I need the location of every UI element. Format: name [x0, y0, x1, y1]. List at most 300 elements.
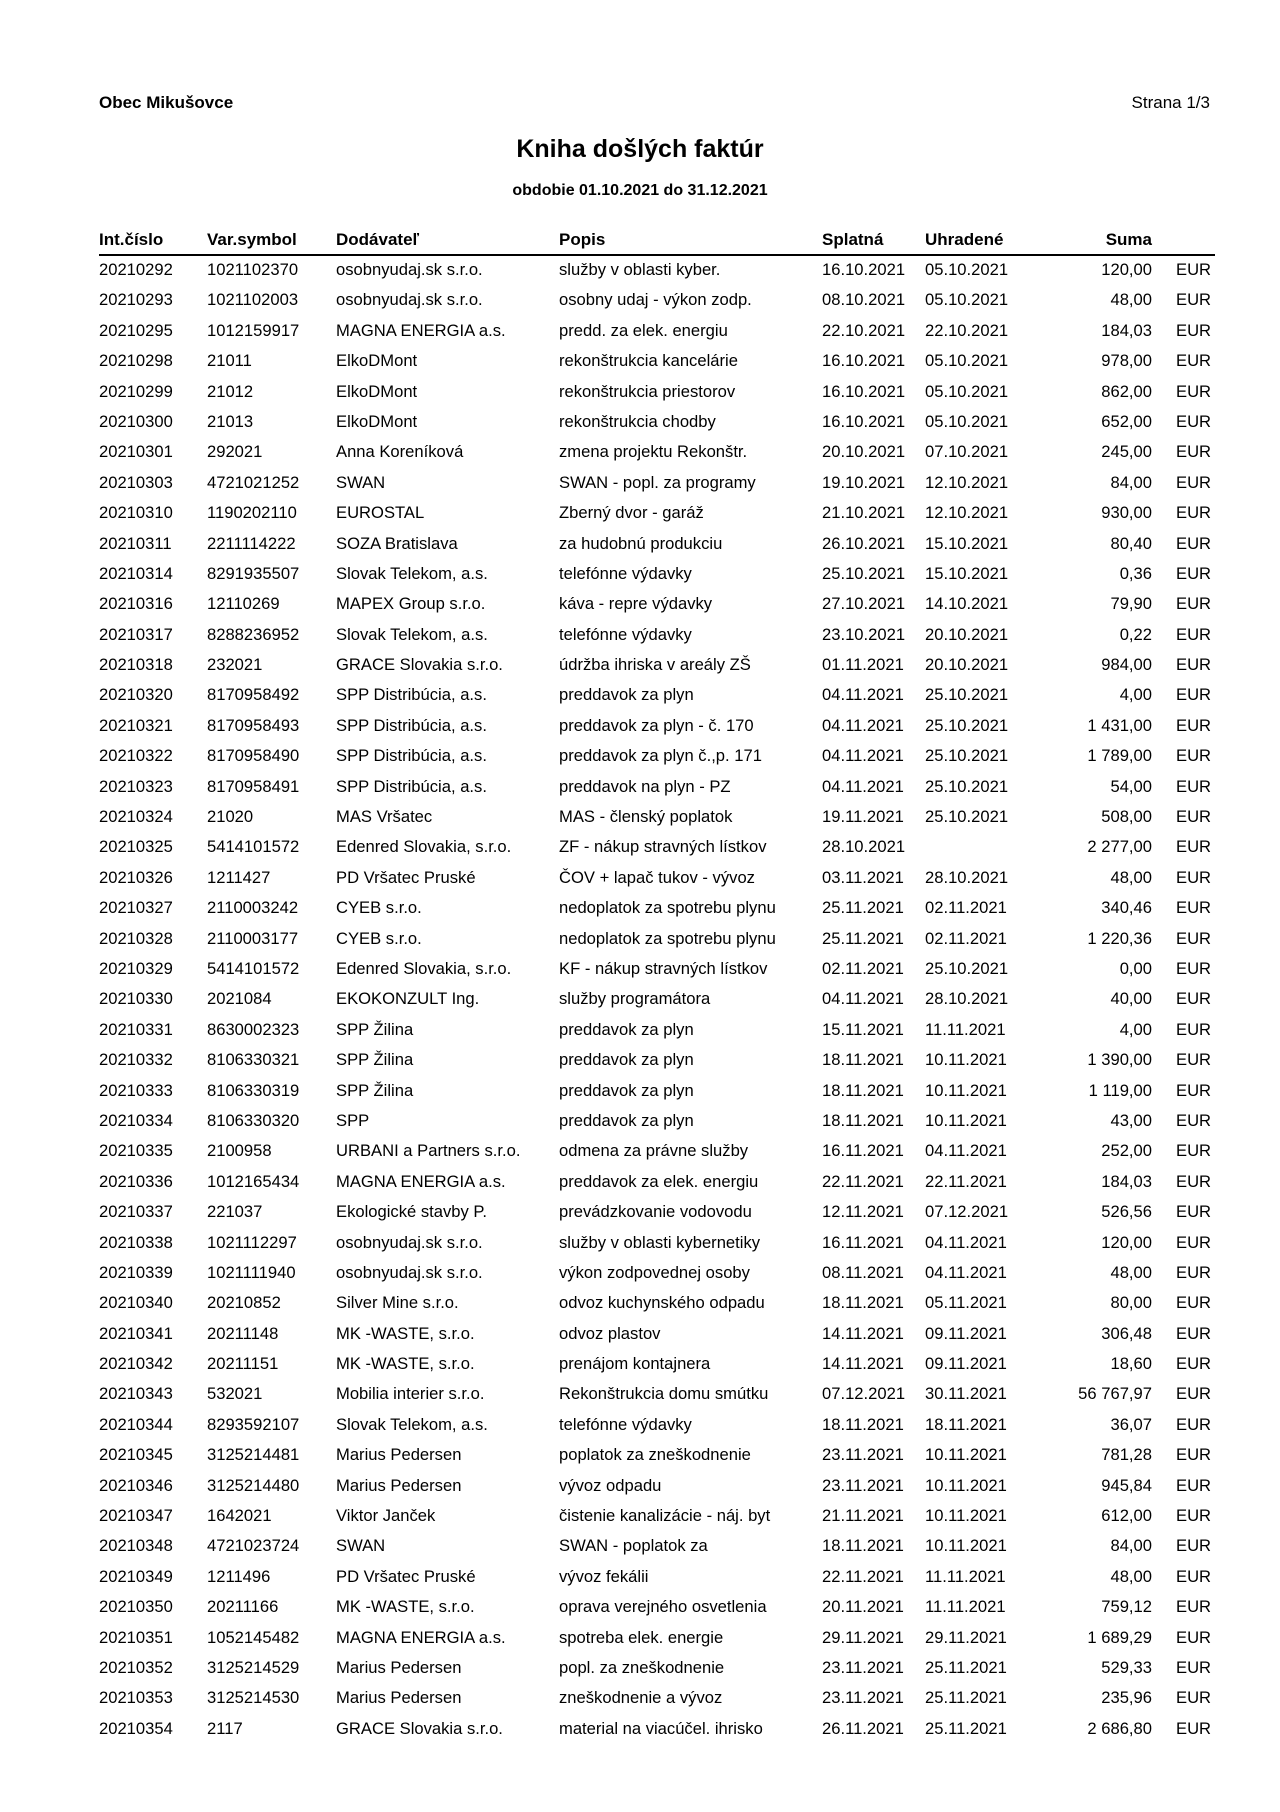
- cell-description: Rekonštrukcia domu smútku: [559, 1384, 769, 1404]
- cell-supplier: CYEB s.r.o.: [336, 928, 422, 948]
- cell-int-number: 20210348: [99, 1536, 173, 1556]
- cell-due-date: 04.11.2021: [822, 989, 904, 1009]
- cell-sum: 306,48: [1101, 1323, 1152, 1343]
- cell-int-number: 20210322: [99, 746, 173, 766]
- cell-paid-date: 02.11.2021: [925, 898, 1007, 918]
- cell-currency: EUR: [1176, 1688, 1212, 1708]
- cell-sum: 79,90: [1110, 594, 1152, 614]
- cell-paid-date: 05.11.2021: [925, 1293, 1007, 1313]
- cell-supplier: ElkoDMont: [336, 351, 418, 371]
- cell-supplier: Marius Pedersen: [336, 1688, 462, 1708]
- cell-paid-date: 05.10.2021: [925, 411, 1009, 431]
- cell-paid-date: 15.10.2021: [925, 533, 1009, 553]
- table-row: [0, 1106, 1280, 1136]
- cell-paid-date: 14.10.2021: [925, 594, 1009, 614]
- cell-description: SWAN - poplatok za: [559, 1536, 708, 1556]
- table-row: [0, 316, 1280, 346]
- table-row: [0, 772, 1280, 802]
- cell-paid-date: 28.10.2021: [925, 989, 1009, 1009]
- cell-int-number: 20210292: [99, 260, 173, 279]
- cell-sum: 1 431,00: [1087, 715, 1152, 735]
- cell-sum: 84,00: [1110, 472, 1152, 492]
- cell-var-symbol: 3125214530: [207, 1688, 300, 1708]
- cell-currency: EUR: [1176, 563, 1212, 583]
- cell-currency: EUR: [1176, 290, 1212, 310]
- cell-due-date: 16.10.2021: [822, 351, 906, 371]
- cell-supplier: Slovak Telekom, a.s.: [336, 624, 488, 644]
- cell-int-number: 20210318: [99, 655, 173, 675]
- cell-var-symbol: 221037: [207, 1202, 263, 1222]
- cell-due-date: 16.10.2021: [822, 381, 906, 401]
- cell-int-number: 20210341: [99, 1323, 173, 1343]
- cell-supplier: EUROSTAL: [336, 503, 425, 523]
- cell-description: preddavok za plyn č.,p. 171: [559, 746, 762, 766]
- table-row: [0, 984, 1280, 1014]
- cell-int-number: 20210328: [99, 928, 173, 948]
- cell-description: MAS - členský poplatok: [559, 807, 733, 827]
- table-row: [0, 1714, 1280, 1744]
- cell-sum: 2 686,80: [1087, 1718, 1152, 1738]
- cell-sum: 48,00: [1110, 867, 1152, 887]
- cell-description: preddavok za plyn: [559, 1080, 694, 1100]
- cell-paid-date: 20.10.2021: [925, 624, 1009, 644]
- cell-paid-date: 25.10.2021: [925, 715, 1009, 735]
- table-row: [0, 1471, 1280, 1501]
- cell-var-symbol: 1190202110: [207, 503, 297, 523]
- cell-currency: EUR: [1176, 1475, 1212, 1495]
- cell-int-number: 20210317: [99, 624, 173, 644]
- cell-sum: 48,00: [1110, 1262, 1152, 1282]
- cell-sum: 945,84: [1101, 1475, 1152, 1495]
- cell-var-symbol: 5414101572: [207, 958, 300, 978]
- cell-paid-date: 11.11.2021: [925, 1566, 1006, 1586]
- cell-sum: 120,00: [1101, 1232, 1152, 1252]
- table-row: [0, 589, 1280, 619]
- cell-currency: EUR: [1176, 1110, 1212, 1130]
- cell-description: odmena za právne služby: [559, 1141, 749, 1161]
- cell-int-number: 20210327: [99, 898, 173, 918]
- cell-description: material na viacúčel. ihrisko: [559, 1718, 763, 1738]
- cell-int-number: 20210346: [99, 1475, 173, 1495]
- table-row: [0, 1045, 1280, 1075]
- cell-supplier: Marius Pedersen: [336, 1475, 462, 1495]
- cell-var-symbol: 20210852: [207, 1293, 281, 1313]
- header-sum: Suma: [1105, 230, 1152, 249]
- cell-paid-date: 05.10.2021: [925, 351, 1009, 371]
- table-row: [0, 1592, 1280, 1622]
- cell-int-number: 20210349: [99, 1566, 173, 1586]
- cell-due-date: 26.11.2021: [822, 1718, 904, 1738]
- cell-description: služby v oblasti kybernetiky: [559, 1232, 761, 1252]
- cell-due-date: 16.11.2021: [822, 1141, 904, 1161]
- cell-int-number: 20210344: [99, 1414, 173, 1434]
- cell-currency: EUR: [1176, 260, 1212, 279]
- table-row: [0, 1379, 1280, 1409]
- cell-paid-date: 12.10.2021: [925, 503, 1009, 523]
- cell-paid-date: 10.11.2021: [925, 1536, 1007, 1556]
- cell-description: ČOV + lapač tukov - vývoz: [559, 867, 755, 887]
- cell-description: Zberný dvor - garáž: [559, 503, 704, 523]
- cell-int-number: 20210300: [99, 411, 173, 431]
- cell-int-number: 20210316: [99, 594, 173, 614]
- cell-supplier: SPP Žilina: [336, 1019, 414, 1039]
- cell-sum: 184,03: [1101, 1171, 1152, 1191]
- cell-currency: EUR: [1176, 320, 1212, 340]
- cell-currency: EUR: [1176, 1566, 1212, 1586]
- table-row: [0, 1623, 1280, 1653]
- cell-sum: 529,33: [1101, 1657, 1152, 1677]
- table-row: [0, 1531, 1280, 1561]
- cell-supplier: GRACE Slovakia s.r.o.: [336, 655, 503, 675]
- cell-var-symbol: 1012165434: [207, 1171, 300, 1191]
- cell-paid-date: 04.11.2021: [925, 1141, 1007, 1161]
- cell-sum: 1 689,29: [1087, 1627, 1152, 1647]
- cell-var-symbol: 21013: [207, 411, 254, 431]
- cell-int-number: 20210339: [99, 1262, 173, 1282]
- cell-due-date: 03.11.2021: [822, 867, 904, 887]
- cell-description: oprava verejného osvetlenia: [559, 1597, 767, 1617]
- cell-int-number: 20210326: [99, 867, 173, 887]
- header-supplier: Dodávateľ: [336, 230, 420, 249]
- cell-sum: 184,03: [1101, 320, 1152, 340]
- cell-due-date: 18.11.2021: [822, 1080, 904, 1100]
- cell-supplier: Silver Mine s.r.o.: [336, 1293, 459, 1313]
- cell-due-date: 21.10.2021: [822, 503, 906, 523]
- cell-due-date: 08.11.2021: [822, 1262, 904, 1282]
- cell-supplier: URBANI a Partners s.r.o.: [336, 1141, 521, 1161]
- cell-int-number: 20210333: [99, 1080, 173, 1100]
- cell-supplier: MAS Vršatec: [336, 807, 433, 827]
- cell-paid-date: 22.11.2021: [925, 1171, 1007, 1191]
- table-row: [0, 1136, 1280, 1166]
- cell-description: odvoz kuchynského odpadu: [559, 1293, 765, 1313]
- cell-var-symbol: 8170958492: [207, 685, 300, 705]
- cell-supplier: Marius Pedersen: [336, 1445, 462, 1465]
- table-row: [0, 437, 1280, 467]
- period-subtitle: obdobie 01.10.2021 do 31.12.2021: [512, 182, 768, 199]
- cell-sum: 48,00: [1110, 1566, 1152, 1586]
- cell-supplier: MAPEX Group s.r.o.: [336, 594, 486, 614]
- cell-var-symbol: 21011: [207, 351, 252, 371]
- cell-supplier: GRACE Slovakia s.r.o.: [336, 1718, 503, 1738]
- cell-int-number: 20210310: [99, 503, 173, 523]
- cell-due-date: 20.11.2021: [822, 1597, 904, 1617]
- cell-var-symbol: 8291935507: [207, 563, 300, 583]
- cell-paid-date: 25.10.2021: [925, 776, 1009, 796]
- cell-var-symbol: 2100958: [207, 1141, 272, 1161]
- cell-supplier: Edenred Slovakia, s.r.o.: [336, 837, 512, 857]
- cell-sum: 978,00: [1101, 351, 1152, 371]
- cell-description: zmena projektu Rekonštr.: [559, 442, 748, 462]
- cell-due-date: 28.10.2021: [822, 837, 906, 857]
- cell-description: prevádzkovanie vodovodu: [559, 1202, 752, 1222]
- cell-description: prenájom kontajnera: [559, 1354, 711, 1374]
- cell-supplier: PD Vršatec Pruské: [336, 1566, 476, 1586]
- cell-due-date: 29.11.2021: [822, 1627, 904, 1647]
- cell-int-number: 20210301: [99, 442, 173, 462]
- cell-var-symbol: 20211151: [207, 1354, 279, 1374]
- table-row: [0, 863, 1280, 893]
- cell-paid-date: 10.11.2021: [925, 1475, 1007, 1495]
- cell-supplier: SPP Žilina: [336, 1080, 414, 1100]
- cell-due-date: 04.11.2021: [822, 776, 904, 796]
- cell-paid-date: 04.11.2021: [925, 1262, 1007, 1282]
- cell-paid-date: 04.11.2021: [925, 1232, 1007, 1252]
- cell-var-symbol: 2211114222: [207, 533, 296, 553]
- cell-supplier: MK -WASTE, s.r.o.: [336, 1597, 475, 1617]
- cell-description: výkon zodpovednej osoby: [559, 1262, 750, 1282]
- cell-var-symbol: 3125214529: [207, 1657, 300, 1677]
- table-row: [0, 1562, 1280, 1592]
- cell-currency: EUR: [1176, 685, 1212, 705]
- cell-paid-date: 20.10.2021: [925, 655, 1009, 675]
- cell-supplier: MAGNA ENERGIA a.s.: [336, 320, 506, 340]
- cell-due-date: 20.10.2021: [822, 442, 906, 462]
- cell-sum: 984,00: [1101, 655, 1152, 675]
- cell-currency: EUR: [1176, 1354, 1212, 1374]
- cell-due-date: 22.11.2021: [822, 1566, 904, 1586]
- table-row: [0, 893, 1280, 923]
- cell-int-number: 20210347: [99, 1506, 173, 1526]
- cell-var-symbol: 232021: [207, 655, 263, 675]
- table-row: [0, 1288, 1280, 1318]
- cell-description: popl. za zneškodnenie: [559, 1657, 725, 1677]
- cell-currency: EUR: [1176, 1323, 1212, 1343]
- cell-due-date: 25.11.2021: [822, 928, 904, 948]
- cell-supplier: Slovak Telekom, a.s.: [336, 1414, 488, 1434]
- cell-sum: 652,00: [1101, 411, 1152, 431]
- cell-paid-date: 22.10.2021: [925, 320, 1009, 340]
- table-row: [0, 1349, 1280, 1379]
- cell-paid-date: 29.11.2021: [925, 1627, 1007, 1647]
- cell-int-number: 20210336: [99, 1171, 173, 1191]
- cell-due-date: 23.11.2021: [822, 1475, 904, 1495]
- cell-description: zneškodnenie a vývoz: [559, 1688, 723, 1708]
- table-row: [0, 1501, 1280, 1531]
- cell-supplier: MAGNA ENERGIA a.s.: [336, 1171, 506, 1191]
- cell-description: SWAN - popl. za programy: [559, 472, 756, 492]
- table-row: [0, 1228, 1280, 1258]
- cell-var-symbol: 1021102003: [207, 290, 299, 310]
- cell-var-symbol: 8293592107: [207, 1414, 300, 1434]
- cell-due-date: 23.11.2021: [822, 1688, 904, 1708]
- cell-description: rekonštrukcia kancelárie: [559, 351, 738, 371]
- cell-due-date: 21.11.2021: [822, 1506, 904, 1526]
- cell-description: rekonštrukcia chodby: [559, 411, 716, 431]
- cell-var-symbol: 8630002323: [207, 1019, 300, 1039]
- cell-description: telefónne výdavky: [559, 624, 692, 644]
- cell-due-date: 18.11.2021: [822, 1050, 904, 1070]
- cell-description: spotreba elek. energie: [559, 1627, 724, 1647]
- cell-sum: 0,22: [1119, 624, 1152, 644]
- cell-paid-date: 07.10.2021: [925, 442, 1009, 462]
- cell-currency: EUR: [1176, 1293, 1212, 1313]
- cell-sum: 1 789,00: [1087, 746, 1152, 766]
- cell-int-number: 20210338: [99, 1232, 173, 1252]
- cell-paid-date: 30.11.2021: [925, 1384, 1007, 1404]
- cell-paid-date: 09.11.2021: [925, 1323, 1007, 1343]
- cell-due-date: 04.11.2021: [822, 715, 904, 735]
- cell-description: preddavok za plyn: [559, 1019, 694, 1039]
- cell-description: poplatok za zneškodnenie: [559, 1445, 751, 1465]
- cell-sum: 340,46: [1101, 898, 1152, 918]
- cell-paid-date: 15.10.2021: [925, 563, 1009, 583]
- cell-paid-date: 25.10.2021: [925, 958, 1009, 978]
- cell-paid-date: 11.11.2021: [925, 1597, 1006, 1617]
- cell-sum: 0,36: [1119, 563, 1152, 583]
- cell-description: služby programátora: [559, 989, 711, 1009]
- cell-currency: EUR: [1176, 1445, 1212, 1465]
- cell-due-date: 16.10.2021: [822, 411, 906, 431]
- cell-int-number: 20210340: [99, 1293, 173, 1313]
- cell-currency: EUR: [1176, 1262, 1212, 1282]
- cell-sum: 84,00: [1110, 1536, 1152, 1556]
- cell-currency: EUR: [1176, 1506, 1212, 1526]
- cell-var-symbol: 4721023724: [207, 1536, 300, 1556]
- cell-currency: EUR: [1176, 1718, 1212, 1738]
- cell-description: káva - repre výdavky: [559, 594, 713, 614]
- cell-currency: EUR: [1176, 958, 1212, 978]
- cell-description: preddavok za plyn: [559, 685, 694, 705]
- cell-due-date: 25.10.2021: [822, 563, 906, 583]
- cell-due-date: 04.11.2021: [822, 685, 904, 705]
- cell-var-symbol: 1012159917: [207, 320, 300, 340]
- cell-description: nedoplatok za spotrebu plynu: [559, 928, 776, 948]
- cell-var-symbol: 1052145482: [207, 1627, 300, 1647]
- cell-description: osobny udaj - výkon zodp.: [559, 290, 752, 310]
- cell-var-symbol: 3125214481: [207, 1445, 300, 1465]
- cell-due-date: 27.10.2021: [822, 594, 906, 614]
- cell-description: odvoz plastov: [559, 1323, 661, 1343]
- header-due-date: Splatná: [822, 230, 884, 249]
- cell-description: preddavok za plyn: [559, 1050, 694, 1070]
- cell-paid-date: 12.10.2021: [925, 472, 1009, 492]
- cell-int-number: 20210331: [99, 1019, 173, 1039]
- cell-int-number: 20210353: [99, 1688, 173, 1708]
- cell-var-symbol: 8106330320: [207, 1110, 300, 1130]
- cell-description: preddavok za plyn - č. 170: [559, 715, 754, 735]
- cell-due-date: 14.11.2021: [822, 1354, 904, 1374]
- cell-sum: 612,00: [1101, 1506, 1152, 1526]
- cell-due-date: 23.11.2021: [822, 1445, 904, 1465]
- cell-int-number: 20210298: [99, 351, 173, 371]
- cell-paid-date: 05.10.2021: [925, 290, 1009, 310]
- cell-supplier: SPP Distribúcia, a.s.: [336, 685, 487, 705]
- cell-currency: EUR: [1176, 1414, 1212, 1434]
- cell-description: rekonštrukcia priestorov: [559, 381, 736, 401]
- cell-int-number: 20210352: [99, 1657, 173, 1677]
- cell-int-number: 20210342: [99, 1354, 173, 1374]
- cell-supplier: SPP Distribúcia, a.s.: [336, 715, 487, 735]
- cell-int-number: 20210321: [99, 715, 173, 735]
- cell-supplier: ElkoDMont: [336, 411, 418, 431]
- cell-int-number: 20210345: [99, 1445, 173, 1465]
- cell-sum: 245,00: [1101, 442, 1152, 462]
- cell-due-date: 01.11.2021: [822, 655, 904, 675]
- cell-var-symbol: 21020: [207, 807, 254, 827]
- cell-currency: EUR: [1176, 898, 1212, 918]
- cell-int-number: 20210323: [99, 776, 173, 796]
- cell-int-number: 20210314: [99, 563, 173, 583]
- cell-var-symbol: 2117: [207, 1718, 243, 1738]
- cell-sum: 508,00: [1101, 807, 1152, 827]
- cell-var-symbol: 2021084: [207, 989, 272, 1009]
- cell-sum: 2 277,00: [1087, 837, 1152, 857]
- table-row: [0, 1683, 1280, 1713]
- cell-supplier: EKOKONZULT Ing.: [336, 989, 480, 1009]
- table-row: [0, 711, 1280, 741]
- cell-supplier: PD Vršatec Pruské: [336, 867, 476, 887]
- cell-sum: 54,00: [1110, 776, 1152, 796]
- cell-var-symbol: 1021102370: [207, 260, 299, 279]
- cell-paid-date: 25.11.2021: [925, 1657, 1007, 1677]
- cell-paid-date: 18.11.2021: [925, 1414, 1007, 1434]
- table-row: [0, 346, 1280, 376]
- cell-currency: EUR: [1176, 472, 1212, 492]
- cell-int-number: 20210329: [99, 958, 173, 978]
- cell-var-symbol: 8106330319: [207, 1080, 300, 1100]
- cell-var-symbol: 20211148: [207, 1323, 279, 1343]
- cell-int-number: 20210295: [99, 320, 173, 340]
- table-header: [0, 228, 1280, 254]
- cell-var-symbol: 8170958490: [207, 746, 300, 766]
- cell-currency: EUR: [1176, 1080, 1212, 1100]
- cell-supplier: ElkoDMont: [336, 381, 418, 401]
- cell-due-date: 15.11.2021: [822, 1019, 904, 1039]
- cell-currency: EUR: [1176, 928, 1212, 948]
- cell-currency: EUR: [1176, 1171, 1212, 1191]
- cell-var-symbol: 8170958491: [207, 776, 300, 796]
- cell-currency: EUR: [1176, 867, 1212, 887]
- table-row: [0, 1410, 1280, 1440]
- cell-sum: 1 220,36: [1087, 928, 1152, 948]
- cell-var-symbol: 1021111940: [207, 1262, 296, 1282]
- cell-paid-date: 10.11.2021: [925, 1445, 1007, 1465]
- cell-supplier: SOZA Bratislava: [336, 533, 458, 553]
- cell-paid-date: 10.11.2021: [925, 1506, 1007, 1526]
- cell-var-symbol: 21012: [207, 381, 254, 401]
- cell-due-date: 25.11.2021: [822, 898, 904, 918]
- table-row: [0, 559, 1280, 589]
- cell-var-symbol: 532021: [207, 1384, 263, 1404]
- header-var-symbol: Var.symbol: [207, 230, 297, 249]
- cell-paid-date: 09.11.2021: [925, 1354, 1007, 1374]
- cell-var-symbol: 1211496: [207, 1566, 271, 1586]
- cell-due-date: 16.11.2021: [822, 1232, 904, 1252]
- cell-due-date: 23.10.2021: [822, 624, 906, 644]
- table-row: [0, 1015, 1280, 1045]
- cell-paid-date: 25.11.2021: [925, 1688, 1007, 1708]
- invoice-table-body: [0, 255, 1280, 1744]
- cell-sum: 40,00: [1110, 989, 1152, 1009]
- cell-currency: EUR: [1176, 1627, 1212, 1647]
- cell-due-date: 22.11.2021: [822, 1171, 904, 1191]
- cell-description: preddavok za elek. energiu: [559, 1171, 759, 1191]
- cell-description: predd. za elek. energiu: [559, 320, 728, 340]
- cell-var-symbol: 12110269: [207, 594, 280, 614]
- cell-int-number: 20210350: [99, 1597, 173, 1617]
- cell-currency: EUR: [1176, 411, 1212, 431]
- cell-var-symbol: 1211427: [207, 867, 271, 887]
- cell-paid-date: 11.11.2021: [925, 1019, 1006, 1039]
- cell-currency: EUR: [1176, 1019, 1212, 1039]
- cell-currency: EUR: [1176, 1657, 1212, 1677]
- table-row: [0, 255, 1280, 285]
- cell-int-number: 20210334: [99, 1110, 173, 1130]
- document-title: Kniha došlých faktúr: [516, 135, 764, 163]
- cell-int-number: 20210335: [99, 1141, 173, 1161]
- cell-supplier: Viktor Janček: [336, 1506, 436, 1526]
